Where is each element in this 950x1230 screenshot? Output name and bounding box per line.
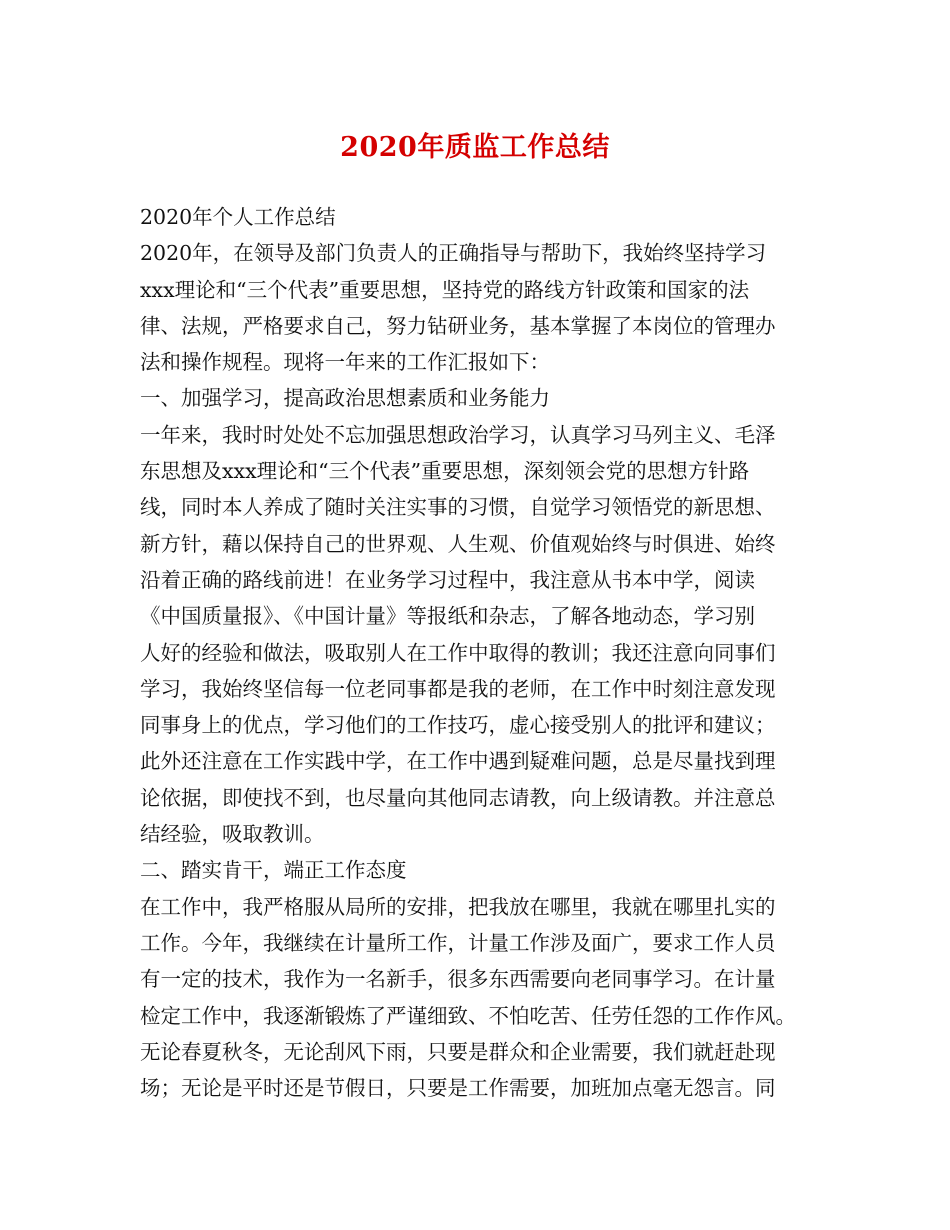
- body-line: 同事身上的优点，学习他们的工作技巧，虚心接受别人的批评和建议；: [140, 713, 776, 738]
- body-line: 无论春夏秋冬，无论刮风下雨，只要是群众和企业需要，我们就赶赴现: [140, 1039, 776, 1064]
- body-line: 有一定的技术，我作为一名新手，很多东西需要向老同事学习。在计量: [140, 967, 776, 992]
- body-line: 工作。今年，我继续在计量所工作，计量工作涉及面广，要求工作人员: [140, 930, 776, 955]
- body-line: 一年来，我时时处处不忘加强思想政治学习，认真学习马列主义、毛泽: [140, 422, 776, 447]
- body-line: 学习，我始终坚信每一位老同事都是我的老师，在工作中时刻注意发现: [140, 676, 776, 701]
- body-line: 结经验，吸取教训。: [140, 822, 325, 847]
- body-line: 线，同时本人养成了随时关注实事的习惯，自觉学习领悟党的新思想、: [140, 495, 776, 520]
- section-heading-2: 二、踏实肯干，端正工作态度: [140, 858, 407, 883]
- body-line: xxx理论和“三个代表”重要思想，坚持党的路线方针政策和国家的法: [140, 277, 750, 302]
- body-line: 在工作中，我严格服从局所的安排，把我放在哪里，我就在哪里扎实的: [140, 894, 776, 919]
- section-heading-1: 一、加强学习，提高政治思想素质和业务能力: [140, 386, 550, 411]
- body-line: 2020年个人工作总结: [140, 205, 336, 229]
- body-line: 检定工作中，我逐渐锻炼了严谨细致、不怕吃苦、任劳任怨的工作作风。: [140, 1003, 796, 1028]
- body-line: 律、法规，严格要求自己，努力钻研业务，基本掌握了本岗位的管理办: [140, 313, 776, 338]
- body-line: 《中国质量报》、《中国计量》等报纸和杂志，了解各地动态，学习别: [140, 604, 755, 629]
- document-title: 2020年质监工作总结: [340, 132, 610, 163]
- body-line: 法和操作规程。现将一年来的工作汇报如下：: [140, 350, 550, 375]
- body-line: 东思想及xxx理论和“三个代表”重要思想，深刻领会党的思想方针路: [140, 459, 750, 484]
- body-line: 沿着正确的路线前进！在业务学习过程中，我注意从书本中学，阅读: [140, 567, 755, 592]
- document-body: [140, 199, 830, 1106]
- body-line: 此外还注意在工作实践中学，在工作中遇到疑难问题，总是尽量找到理: [140, 749, 776, 774]
- body-line: 场；无论是平时还是节假日，只要是工作需要，加班加点毫无怨言。同: [140, 1076, 776, 1101]
- body-line: 论依据，即使找不到，也尽量向其他同志请教，向上级请教。并注意总: [140, 785, 776, 810]
- body-line: 2020年，在领导及部门负责人的正确指导与帮助下，我始终坚持学习: [140, 241, 767, 266]
- body-line: 人好的经验和做法，吸取别人在工作中取得的教训；我还注意向同事们: [140, 640, 776, 665]
- body-line: 新方针，藉以保持自己的世界观、人生观、价值观始终与时俱进、始终: [140, 531, 776, 556]
